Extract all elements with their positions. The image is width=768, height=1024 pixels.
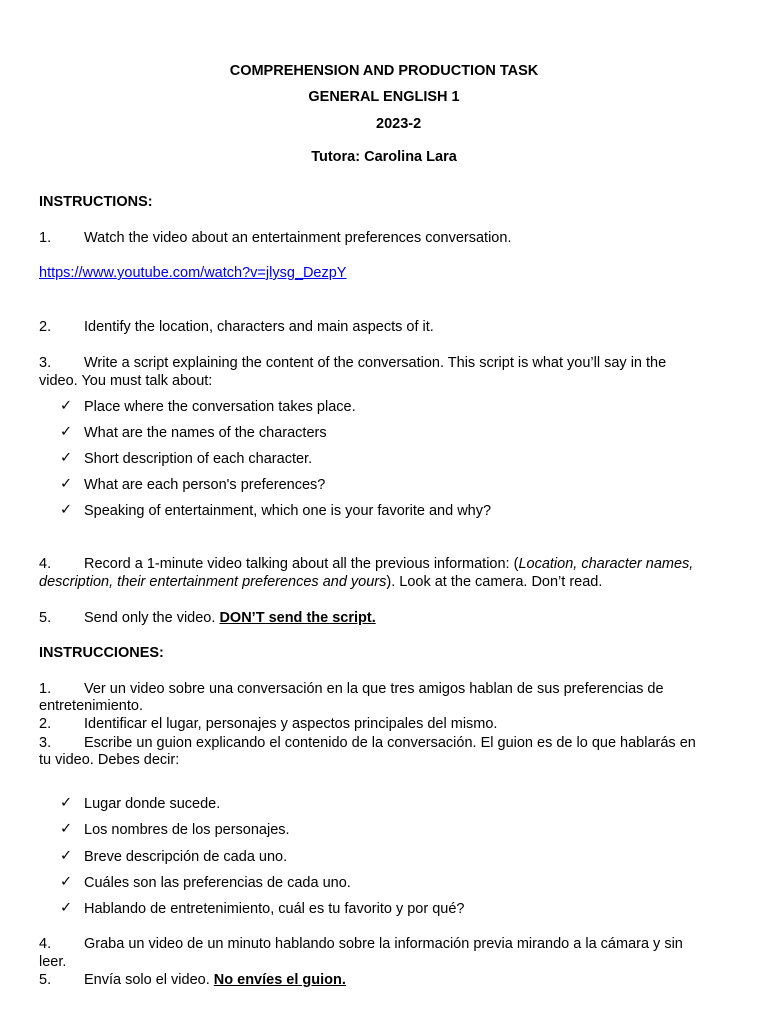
check-icon: ✓	[60, 476, 73, 492]
check-icon: ✓	[60, 398, 73, 414]
check-icon: ✓	[60, 795, 73, 811]
video-link[interactable]: https://www.youtube.com/watch?v=jlysg_DezpY	[39, 265, 347, 281]
en-item4-number: 4.	[39, 556, 52, 572]
en-item1-text: Watch the video about an entertainment preferences conversation.	[84, 230, 512, 246]
es-item3-line1: Escribe un guion explicando el contenido de la conversación. El guion es de lo que hablarás en	[84, 735, 696, 751]
en-item2-text: Identify the location, characters and main aspects of it.	[84, 319, 434, 335]
es-check-item: Breve descripción de cada uno.	[84, 849, 288, 865]
title-line-1: COMPREHENSION AND PRODUCTION TASK	[229, 63, 539, 79]
check-icon: ✓	[60, 900, 73, 916]
instrucciones-heading: INSTRUCCIONES:	[39, 645, 164, 661]
check-icon: ✓	[60, 821, 73, 837]
es-check-item: Los nombres de los personajes.	[84, 822, 290, 838]
es-item4-line1: Graba un video de un minuto hablando sobre la información previa mirando a la cámara y sin	[84, 936, 683, 952]
es-item3-line2: tu video. Debes decir:	[39, 752, 180, 768]
en-check-item: What are each person's preferences?	[84, 477, 326, 493]
en-item2-number: 2.	[39, 319, 52, 335]
es-item1-number: 1.	[39, 681, 52, 697]
title-line-2: GENERAL ENGLISH 1	[308, 89, 460, 105]
en-item3-text-line1: Write a script explaining the content of the conversation. This script is what you’ll say in the	[84, 355, 667, 371]
es-item1-line2: entretenimiento.	[39, 698, 143, 714]
es-item2-number: 2.	[39, 716, 52, 732]
es-check-item: Hablando de entretenimiento, cuál es tu favorito y por qué?	[84, 901, 465, 917]
en-item4-italic-cont: description, their entertainment preferences and yours	[39, 574, 387, 590]
en-item3-text-line2: video. You must talk about:	[39, 373, 213, 389]
en-check-item: Short description of each character.	[84, 451, 313, 467]
es-item5-number: 5.	[39, 972, 52, 988]
en-check-item: Place where the conversation takes place.	[84, 399, 356, 415]
en-item1-number: 1.	[39, 230, 52, 246]
en-item4-italic: Location, character names,	[518, 556, 694, 572]
es-item4-number: 4.	[39, 936, 52, 952]
en-item4-text-end: ). Look at the camera. Don’t read.	[386, 574, 603, 590]
en-item4-text: Record a 1-minute video talking about all the previous information: (	[84, 556, 519, 572]
en-item3-number: 3.	[39, 355, 52, 371]
es-item5-text: Envía solo el video.	[84, 972, 214, 988]
es-item1-line1: Ver un video sobre una conversación en la que tres amigos hablan de sus preferencias de	[84, 681, 664, 697]
es-item2-text: Identificar el lugar, personajes y aspectos principales del mismo.	[84, 716, 498, 732]
en-item5-text: Send only the video.	[84, 610, 220, 626]
title-year: 2023-2	[376, 116, 422, 132]
es-item5-bold: No envíes el guion.	[213, 972, 346, 988]
check-icon: ✓	[60, 848, 73, 864]
en-item5-number: 5.	[39, 610, 52, 626]
es-item3-number: 3.	[39, 735, 52, 751]
en-item5-bold: DON’T send the script.	[219, 610, 376, 626]
en-check-item: What are the names of the characters	[84, 425, 327, 441]
es-item5-line	[84, 971, 346, 989]
instructions-heading: INSTRUCTIONS:	[39, 194, 153, 210]
en-item4-line2	[39, 573, 602, 591]
es-check-item: Lugar donde sucede.	[84, 796, 221, 812]
check-icon: ✓	[60, 424, 73, 440]
check-icon: ✓	[60, 502, 73, 518]
en-item5-line	[84, 609, 376, 627]
tutor-line: Tutora: Carolina Lara	[311, 149, 457, 165]
check-icon: ✓	[60, 874, 73, 890]
en-item4-line1	[84, 555, 693, 573]
es-item4-line2: leer.	[39, 954, 67, 970]
check-icon: ✓	[60, 450, 73, 466]
en-check-item: Speaking of entertainment, which one is your favorite and why?	[84, 503, 492, 519]
es-check-item: Cuáles son las preferencias de cada uno.	[84, 875, 351, 891]
